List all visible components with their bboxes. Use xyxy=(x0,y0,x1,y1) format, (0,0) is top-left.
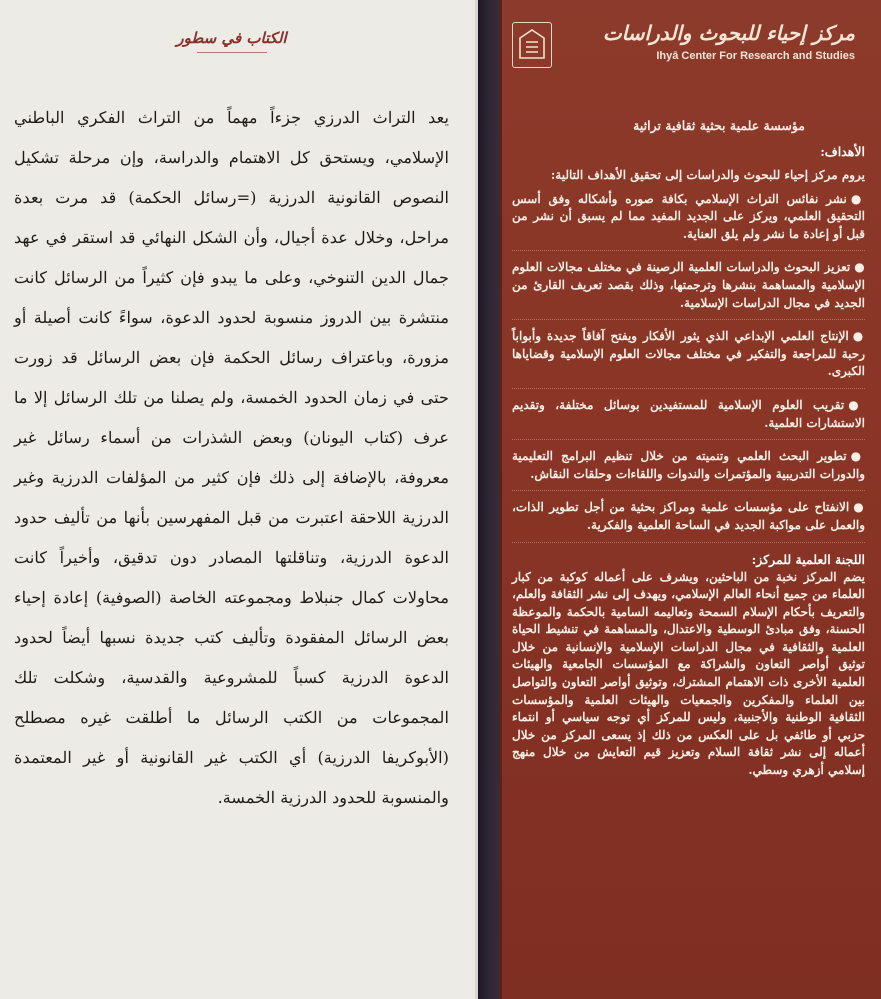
center-logo-text xyxy=(552,18,865,62)
goals-intro: يروم مركز إحياء للبحوث والدراسات إلى تحقيق الأهداف التالية: xyxy=(550,168,865,182)
book-summary-text: يعد التراث الدرزي جزءاً مهماً من التراث الفكري الباطني الإسلامي، ويستحق كل الاهتمام والدراسة، وإن مرحلة تشكيل النصوص القانونية الدرزية (=رسائل الحكمة) قد مرت بعدة مراحل، وخلال عدة أجيال، وأن الشكل النهائي قد استقر في عهد جمال الدين التنوخي، وعلى ما يبدو فإن كثيراً من الرسائل كانت منتشرة بين الدروز منسوبة لحدود الدعوة، سواءً كانت أصيلة أو مزورة، وباعتراف رسائل الحكمة فإن بعض الرسائل قد زورت حتى في زمان الحدود الخمسة، ولم يصلنا من تلك الرسائل إلا ما عرف (كتاب اليونان) وبعض الشذرات من أسماء رسائل غير معروفة، بالإضافة إلى ذلك فإن كثير من المؤلفات الدرزية وغير الدرزية اللاحقة اعتبرت من قبل المفهرسين بأنها من تأليف حدود الدعوة الدرزية، وتناقلتها المصادر دون تدقيق، وأخيراً كانت محاولات كمال جنبلاط ومجموعته الخاصة (الصوفية) إعادة إحياء بعض الرسائل المفقودة وتأليف كتب جديدة نسبها أيضاً لحدود الدعوة الدرزية كسباً للمشروعية والقدسية، وشكلت تلك المجموعات من الكتب الرسائل ما أطلقت غيره مصطلح (الأبوكريفا الدرزية) أي الكتب غير القانونية أو غير المعتمدة والمنسوبة للحدود الدرزية الخمسة. xyxy=(14,108,449,807)
center-logo-icon xyxy=(512,22,552,68)
council-heading: اللجنة العلمية للمركز: xyxy=(751,551,865,567)
header-flourish xyxy=(197,52,267,53)
goal-item: ●تقريب العلوم الإسلامية للمستفيدين بوسائل مختلفة، وتقديم الاستشارات العلمية. xyxy=(512,397,865,440)
bullet-icon: ● xyxy=(852,329,865,344)
bullet-icon: ● xyxy=(850,449,865,464)
bullet-icon: ● xyxy=(853,500,865,515)
book-header xyxy=(14,18,449,70)
bullet-icon: ● xyxy=(848,397,865,412)
goal-item: ●الإنتاج العلمي الإبداعي الذي يثور الأفكار ويفتح آفاقاً جديدة وأبواباً رحبة للمراجعة والتفكير في مختلف مجالات العلوم الإسلامية وقضاياها الكبرى. xyxy=(512,328,865,389)
center-name-arabic: مركز إحياء للبحوث والدراسات xyxy=(602,21,855,45)
goal-item: ●تطوير البحث العلمي وتنميته من خلال تنظيم البرامج التعليمية والدورات التدريبية والمؤتمرات والندوات واللقاءات وحلقات النقاش. xyxy=(512,448,865,491)
center-name-english: Ihyā Center For Research and Studies xyxy=(656,50,855,62)
goal-item: ●تعزيز البحوث والدراسات العلمية الرصينة في مختلف مجالات العلوم الإسلامية والمساهمة بنشرها وترجمتها، وذلك بقصد تعريف القارئ من الجديد في مجال الدراسات الإسلامية. xyxy=(512,259,865,320)
center-subtitle: مؤسسة علمية بحثية ثقافية تراثية xyxy=(633,118,805,133)
page-divider xyxy=(478,0,500,999)
goals-heading: الأهداف: xyxy=(820,144,865,159)
goals-list xyxy=(512,191,865,543)
council-text: يضم المركز نخبة من الباحثين، ويشرف على أعماله كوكبة من كبار العلماء من جميع أنحاء العالم الإسلامي، ويهدف إلى نشر الثقافة والعلم، والتعريف بأحكام الإسلام السمحة وتعاليمه السامية بالحكمة والموعظة الحسنة، وفق مبادئ الوسطية والاعتدال، والمساهمة في تنشيط الحياة العلمية والثقافية في مجال الدراسات الإسلامية والإنسانية من خلال توثيق أواصر التعاون والشراكة مع المؤسسات الجامعية والهيئات العلمية الأخرى ذات الاهتمام المشترك، وتوثيق أواصر التعاون والتواصل بين العلماء والمفكرين والجمعيات والهيئات العلمية والمؤسسات الثقافية الوطنية والأجنبية، وليس للمركز أي توجه سياسي أو انتماء حزبي أو طائفي بل على العكس من ذلك إذ يسعى المركز من خلال أعماله إلى نشر ثقافة السلام وتعزيز قيم التعايش من خلال منهج إسلامي أزهري وسطي. xyxy=(512,569,865,778)
center-logo-row xyxy=(512,18,865,106)
goal-item: ●الانفتاح على مؤسسات علمية ومراكز بحثية من أجل تطوير الذات، والعمل على مواكبة الجديد في الساحة العلمية والفكرية. xyxy=(512,499,865,542)
book-summary xyxy=(14,98,449,818)
center-info-panel xyxy=(500,0,881,999)
bullet-icon: ● xyxy=(854,260,865,275)
bullet-icon: ● xyxy=(850,191,865,206)
book-header-title: الكتاب في سطور xyxy=(176,29,287,47)
goal-item: ●نشر نفائس التراث الإسلامي بكافة صوره وأشكاله وفق أسس التحقيق العلمي، ويركز على الجديد المفيد مما لم يسبق أن نشر من قبل أو إعادة ما نشر ولم يلق العناية. xyxy=(512,191,865,252)
